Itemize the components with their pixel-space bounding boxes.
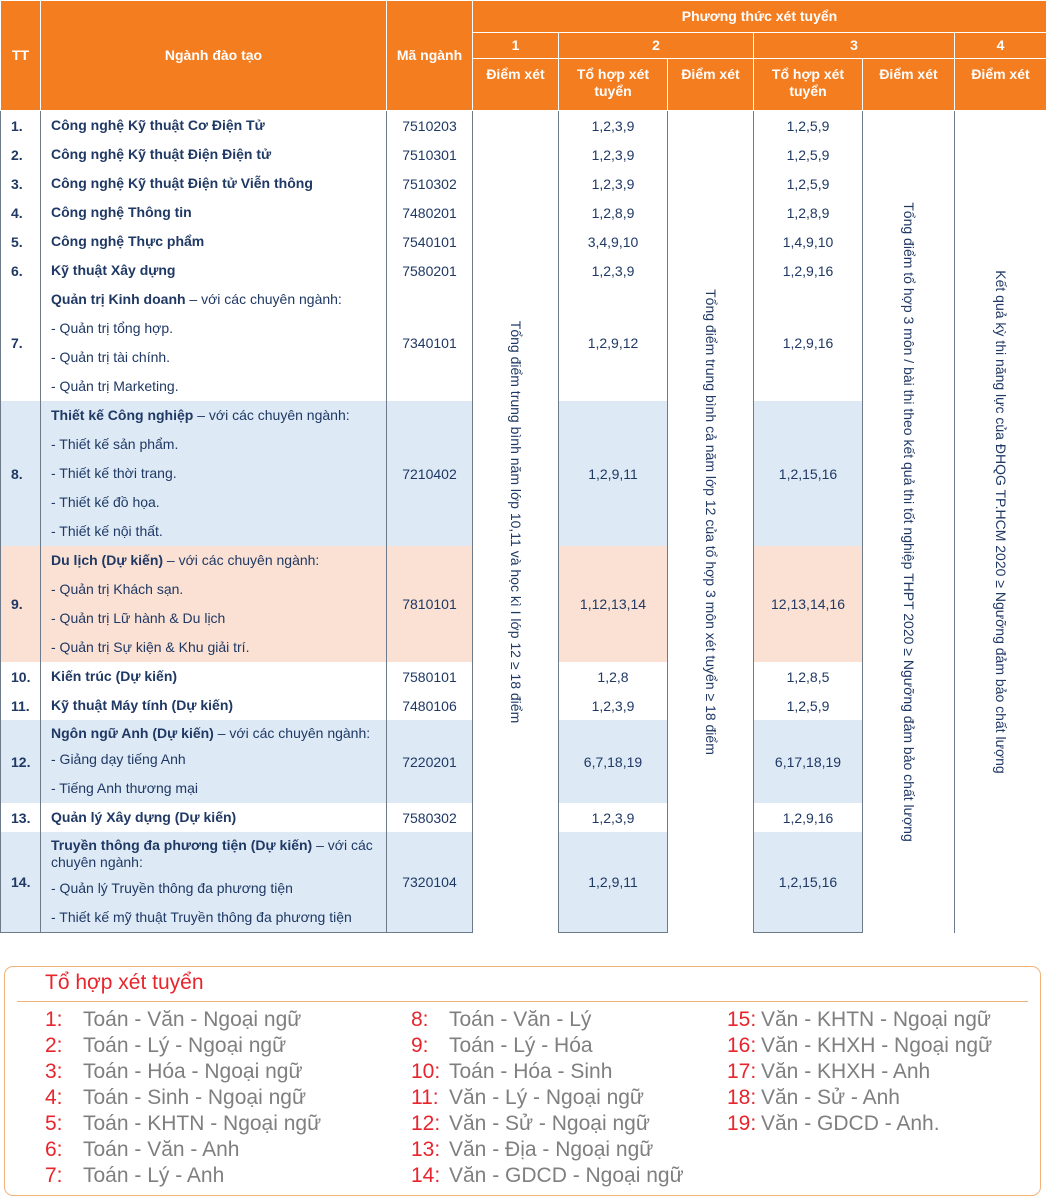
major-code: 7580101	[387, 662, 473, 691]
legend-item-subjects: Toán - Sinh - Ngoại ngữ	[83, 1086, 307, 1109]
major-name-line	[51, 832, 386, 874]
row-number: 10.	[1, 662, 41, 691]
major-code: 7510302	[387, 169, 473, 198]
method-3-criteria-text: Tổng điểm tổ hợp 3 môn / bài thi theo kết quả thi tốt nghiệp THPT 2020 ≥ Ngưỡng đảm bảo chất lượng	[900, 202, 917, 842]
legend-divider	[17, 1001, 1028, 1002]
legend-column-1	[45, 1007, 321, 1189]
header-m3-combo: Tổ hợp xét tuyển	[754, 59, 863, 111]
major-name-line	[51, 401, 386, 430]
legend-item-subjects: Toán - Văn - Ngoại ngữ	[83, 1008, 302, 1031]
row-number: 11.	[1, 691, 41, 720]
method-3-criteria	[863, 111, 955, 933]
method-2-criteria	[668, 111, 754, 933]
major-name-line	[51, 111, 386, 140]
specialization-item: - Quản trị Sự kiện & Khu giải trí.	[51, 639, 250, 655]
specialization-item: - Giảng dạy tiếng Anh	[51, 751, 186, 767]
header-m4-score: Điểm xét	[955, 59, 1046, 111]
method-3-combination: 1,2,15,16	[754, 832, 863, 933]
major-specialization-note: – với các chuyên ngành:	[193, 407, 350, 423]
legend-item	[45, 1059, 321, 1085]
legend-item-number: 15:	[727, 1008, 757, 1031]
major-name-cell	[41, 691, 387, 720]
header-m3-score: Điểm xét	[863, 59, 955, 111]
major-name-cell	[41, 227, 387, 256]
method-3-combination: 1,2,5,9	[754, 691, 863, 720]
legend-item-subjects: Toán - Văn - Anh	[83, 1138, 240, 1161]
method-3-combination: 1,2,9,16	[754, 256, 863, 285]
legend-item-number: 6:	[45, 1138, 63, 1161]
legend-item	[411, 1163, 684, 1189]
major-code: 7480106	[387, 691, 473, 720]
row-number: 9.	[1, 546, 41, 662]
specialization-item: - Quản trị Lữ hành & Du lịch	[51, 610, 226, 626]
major-code: 7510301	[387, 140, 473, 169]
legend-item	[727, 1085, 992, 1111]
legend-item-number: 5:	[45, 1112, 63, 1135]
legend-item	[45, 1007, 321, 1033]
major-name-line	[51, 169, 386, 198]
header-method-3: 3	[754, 33, 955, 59]
major-name: Công nghệ Kỹ thuật Điện Điện tử	[51, 146, 272, 162]
row-number: 14.	[1, 832, 41, 933]
major-name: Kỹ thuật Xây dựng	[51, 262, 176, 278]
major-name-line	[51, 285, 386, 314]
header-m2-score: Điểm xét	[668, 59, 754, 111]
method-2-combination: 1,2,3,9	[559, 169, 668, 198]
legend-item-subjects: Toán - Lý - Anh	[83, 1164, 225, 1187]
major-name: Công nghệ Thực phẩm	[51, 233, 205, 249]
header-m1-score: Điểm xét	[473, 59, 559, 111]
method-3-combination: 12,13,14,16	[754, 546, 863, 662]
specialization-item: - Tiếng Anh thương mại	[51, 780, 198, 796]
specialization-item: - Quản lý Truyền thông đa phương tiện	[51, 880, 293, 896]
major-name-cell	[41, 832, 387, 933]
legend-item-subjects: Toán - KHTN - Ngoại ngữ	[83, 1112, 322, 1135]
method-4-criteria	[955, 111, 1046, 933]
major-name: Công nghệ Kỹ thuật Điện tử Viễn thông	[51, 175, 313, 191]
specialization-item: - Thiết kế mỹ thuật Truyền thông đa phương tiện	[51, 909, 352, 925]
method-2-combination: 1,2,8	[559, 662, 668, 691]
legend-item	[411, 1033, 684, 1059]
legend-item	[45, 1111, 321, 1137]
major-name: Du lịch (Dự kiến)	[51, 552, 164, 568]
row-number: 2.	[1, 140, 41, 169]
header-method-4: 4	[955, 33, 1046, 59]
major-code: 7580201	[387, 256, 473, 285]
row-number: 5.	[1, 227, 41, 256]
row-number: 1.	[1, 111, 41, 141]
legend-column-3	[727, 1007, 992, 1137]
legend-item-subjects: Văn - Sử - Ngoại ngữ	[449, 1112, 650, 1135]
method-3-combination: 1,2,9,16	[754, 285, 863, 401]
major-name-line	[51, 256, 386, 285]
legend-item-subjects: Văn - GDCD - Ngoại ngữ	[449, 1164, 684, 1187]
combination-legend	[4, 966, 1041, 1196]
header-code: Mã ngành	[387, 1, 473, 111]
method-2-combination: 6,7,18,19	[559, 720, 668, 803]
method-2-combination: 1,12,13,14	[559, 546, 668, 662]
major-name-line	[51, 546, 386, 575]
major-specialization-note: – với các chuyên ngành:	[185, 291, 342, 307]
major-code: 7340101	[387, 285, 473, 401]
row-number: 6.	[1, 256, 41, 285]
major-name-cell	[41, 111, 387, 141]
major-name-cell	[41, 803, 387, 832]
legend-item	[45, 1163, 321, 1189]
legend-item	[727, 1007, 992, 1033]
method-3-combination: 1,2,9,16	[754, 803, 863, 832]
legend-item-number: 3:	[45, 1060, 63, 1083]
major-code: 7480201	[387, 198, 473, 227]
legend-item-subjects: Toán - Văn - Lý	[449, 1008, 592, 1031]
row-number: 3.	[1, 169, 41, 198]
specialization-item: - Quản trị tài chính.	[51, 349, 171, 365]
major-name-cell	[41, 256, 387, 285]
major-name-line	[51, 691, 386, 720]
major-name-cell	[41, 198, 387, 227]
major-name-cell	[41, 662, 387, 691]
legend-item-number: 2:	[45, 1034, 63, 1057]
legend-item	[411, 1085, 684, 1111]
major-name-cell	[41, 169, 387, 198]
major-specialization-note: – với các chuyên ngành:	[213, 725, 371, 741]
header-m2-combo: Tổ hợp xét tuyển	[559, 59, 668, 111]
major-name-line	[51, 227, 386, 256]
legend-item-number: 11:	[411, 1086, 439, 1109]
major-name-cell	[41, 401, 387, 546]
legend-item-number: 8:	[411, 1008, 429, 1031]
legend-item-number: 19:	[727, 1112, 757, 1135]
major-code: 7540101	[387, 227, 473, 256]
legend-item-number: 18:	[727, 1086, 757, 1109]
method-3-combination: 1,2,5,9	[754, 140, 863, 169]
legend-item	[411, 1007, 684, 1033]
major-name-line	[51, 140, 386, 169]
legend-title: Tổ hợp xét tuyển	[45, 971, 204, 994]
major-name: Thiết kế Công nghiệp	[51, 407, 194, 423]
legend-item-subjects: Toán - Hóa - Ngoại ngữ	[83, 1060, 303, 1083]
major-name: Ngôn ngữ Anh (Dự kiến)	[51, 725, 214, 741]
row-number: 4.	[1, 198, 41, 227]
legend-item-number: 13:	[411, 1138, 441, 1161]
legend-item-subjects: Văn - Sử - Anh	[761, 1086, 900, 1109]
legend-item-number: 1:	[45, 1008, 63, 1031]
method-2-combination: 1,2,3,9	[559, 691, 668, 720]
legend-item-number: 10:	[411, 1060, 441, 1083]
legend-item-subjects: Văn - GDCD - Anh.	[761, 1112, 940, 1135]
method-1-criteria	[473, 111, 559, 933]
major-name-line	[51, 198, 386, 227]
major-code: 7510203	[387, 111, 473, 141]
legend-item	[411, 1059, 684, 1085]
method-3-combination: 1,2,8,9	[754, 198, 863, 227]
header-tt: TT	[1, 1, 41, 111]
specialization-item: - Quản trị tổng hợp.	[51, 320, 174, 336]
major-name: Quản lý Xây dựng (Dự kiến)	[51, 809, 237, 825]
major-name-line	[51, 662, 386, 691]
method-3-combination: 1,2,15,16	[754, 401, 863, 546]
table-header	[1, 1, 1046, 111]
major-name-cell	[41, 720, 387, 803]
method-2-combination: 1,2,9,11	[559, 401, 668, 546]
table-body	[1, 111, 1046, 933]
legend-item	[45, 1033, 321, 1059]
legend-item	[727, 1111, 992, 1137]
legend-item-number: 7:	[45, 1164, 63, 1187]
specialization-item: - Quản trị Khách sạn.	[51, 581, 184, 597]
method-2-criteria-text: Tổng điểm trung bình cả năm lớp 12 của tổ hợp 3 môn xét tuyển ≥ 18 điểm	[702, 288, 719, 755]
major-name-line	[51, 803, 386, 832]
legend-item-subjects: Toán - Lý - Hóa	[449, 1034, 593, 1057]
major-code: 7220201	[387, 720, 473, 803]
method-2-combination: 1,2,3,9	[559, 256, 668, 285]
legend-item-number: 17:	[727, 1060, 757, 1083]
major-code: 7210402	[387, 401, 473, 546]
legend-item-number: 16:	[727, 1034, 757, 1057]
header-major: Ngành đào tạo	[41, 1, 387, 111]
legend-item-subjects: Văn - KHXH - Ngoại ngữ	[761, 1034, 993, 1057]
legend-item-subjects: Toán - Lý - Ngoại ngữ	[83, 1034, 287, 1057]
major-name-cell	[41, 285, 387, 401]
legend-item-number: 12:	[411, 1112, 441, 1135]
method-1-criteria-text: Tổng điểm trung bình năm lớp 10,11 và học kì I lớp 12 ≥ 18 điểm	[507, 320, 524, 723]
header-method-2: 2	[559, 33, 754, 59]
legend-column-2	[411, 1007, 684, 1189]
header-method-1: 1	[473, 33, 559, 59]
legend-item-subjects: Văn - KHTN - Ngoại ngữ	[761, 1008, 991, 1031]
method-2-combination: 1,2,8,9	[559, 198, 668, 227]
method-2-combination: 1,2,3,9	[559, 803, 668, 832]
method-3-combination: 6,17,18,19	[754, 720, 863, 803]
legend-item	[411, 1137, 684, 1163]
legend-item	[45, 1137, 321, 1163]
major-specialization-note: – với các chuyên ngành:	[163, 552, 320, 568]
method-2-combination: 1,2,3,9	[559, 111, 668, 141]
row-number: 12.	[1, 720, 41, 803]
legend-item	[45, 1085, 321, 1111]
major-name: Quản trị Kinh doanh	[51, 291, 186, 307]
major-name: Truyền thông đa phương tiện (Dự kiến)	[51, 837, 313, 853]
major-name: Kỹ thuật Máy tính (Dự kiến)	[51, 697, 234, 713]
major-name: Công nghệ Thông tin	[51, 204, 192, 220]
specialization-item: - Thiết kế sản phẩm.	[51, 436, 179, 452]
legend-item-subjects: Văn - Lý - Ngoại ngữ	[449, 1086, 644, 1109]
method-4-criteria-text: Kết quả kỳ thi năng lực của ĐHQG TP.HCM 2020 ≥ Ngưỡng đảm bảo chất lượng	[992, 270, 1009, 774]
major-name-cell	[41, 546, 387, 662]
specialization-item: - Thiết kế đồ họa.	[51, 494, 160, 510]
method-3-combination: 1,2,8,5	[754, 662, 863, 691]
method-3-combination: 1,2,5,9	[754, 111, 863, 141]
method-3-combination: 1,2,5,9	[754, 169, 863, 198]
legend-item-subjects: Văn - Địa - Ngoại ngữ	[449, 1138, 654, 1161]
header-methods-title: Phương thức xét tuyển	[473, 1, 1046, 33]
major-code: 7580302	[387, 803, 473, 832]
legend-item-number: 9:	[411, 1034, 429, 1057]
major-name: Công nghệ Kỹ thuật Cơ Điện Tử	[51, 117, 265, 133]
major-name-line	[51, 720, 386, 745]
table-row	[1, 111, 1046, 141]
row-number: 13.	[1, 803, 41, 832]
specialization-item: - Thiết kế nội thất.	[51, 523, 163, 539]
major-code: 7320104	[387, 832, 473, 933]
major-name-cell	[41, 140, 387, 169]
legend-item	[727, 1059, 992, 1085]
method-2-combination: 1,2,3,9	[559, 140, 668, 169]
legend-item	[411, 1111, 684, 1137]
legend-item-number: 14:	[411, 1164, 441, 1187]
row-number: 8.	[1, 401, 41, 546]
specialization-item: - Quản trị Marketing.	[51, 378, 179, 394]
method-2-combination: 3,4,9,10	[559, 227, 668, 256]
major-specialization-note: – với các chuyên ngành:	[51, 837, 373, 870]
specialization-item: - Thiết kế thời trang.	[51, 465, 177, 481]
major-code: 7810101	[387, 546, 473, 662]
row-number: 7.	[1, 285, 41, 401]
method-2-combination: 1,2,9,12	[559, 285, 668, 401]
major-name: Kiến trúc (Dự kiến)	[51, 668, 178, 684]
legend-item	[727, 1033, 992, 1059]
legend-item-subjects: Văn - KHXH - Anh	[761, 1060, 931, 1083]
method-3-combination: 1,4,9,10	[754, 227, 863, 256]
legend-item-number: 4:	[45, 1086, 63, 1109]
legend-item-subjects: Toán - Hóa - Sinh	[449, 1060, 613, 1083]
method-2-combination: 1,2,9,11	[559, 832, 668, 933]
